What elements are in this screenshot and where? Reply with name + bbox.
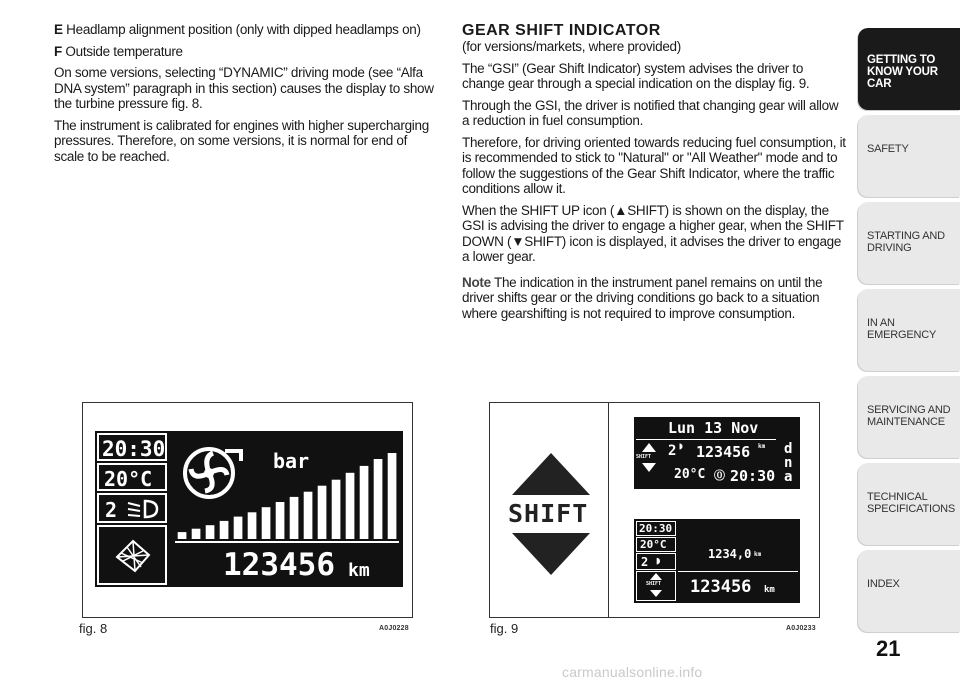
top-display [634,417,800,489]
boost-bar [178,532,187,539]
page-number: 21 [876,636,901,661]
bottom-display-line [678,571,798,572]
legend-f-label: F [54,43,62,59]
km-top: km [758,443,766,450]
display-divider [175,541,399,543]
shift-bottom-cell [636,571,676,601]
gear-small: 2 [668,443,677,459]
time-top: 20:30 [730,467,776,485]
shift-bottom-label: SHIFT [646,581,662,587]
chapter-sidebar [858,28,960,638]
gsi-paragraph-2: Through the GSI, the driver is notified that changing gear will allow a reduction in fuel consumption. [462,97,839,128]
boost-bar [332,480,341,539]
boost-bar [234,517,243,539]
shift-down-bottom-icon [650,590,662,597]
shift-down-inline-icon: ▼ [511,233,525,249]
odometer-readout: 123456 [223,547,335,583]
headlamp-level: 2 [105,498,118,522]
section-subtitle: (for versions/markets, where provided) [462,39,681,54]
figure-8 [79,402,413,636]
boost-bar [262,507,271,539]
bar-unit: bar [273,449,310,473]
note-text: The indication in the instrument panel remains on until the driver shifts gear or the driving conditions go back to a situation where gearshifting is not required to improve consumption. [462,274,823,321]
boost-bargraph [175,453,399,539]
top-display-line [636,439,776,440]
boost-bar [318,486,327,539]
trip-readout: 1234,0 [708,547,752,561]
shift-label: SHIFT [508,499,589,528]
sidebar-tab-emergency[interactable] [858,289,960,371]
gear-bottom: 2 [641,555,649,569]
legend-f-text: Outside temperature [65,43,183,59]
boost-bar [374,459,383,539]
globe-cell [97,525,167,585]
headlamp-cell [97,493,167,523]
sidebar-tab-servicing[interactable] [858,376,960,458]
odometer-unit: km [348,560,370,581]
sidebar-tab-label: GETTING TO KNOW YOUR CAR [867,54,938,90]
figure-9 [489,402,820,636]
figure-8-code: A0J0228 [379,625,409,632]
sidebar-tab-label: SAFETY [867,143,909,155]
legend-e [54,22,440,38]
headlamp-bottom-icon: ◗ [655,554,662,567]
drive-mode-d: d [784,441,793,457]
sidebar-tab-technical[interactable] [858,463,960,545]
shift-up-bottom-icon [650,573,662,580]
odometer-top: 123456 [696,443,751,461]
sidebar-tab-label: SERVICING AND MAINTENANCE [867,404,951,428]
calibration-paragraph: The instrument is calibrated for engines with higher supercharging pressures. Therefore, on some versions, it is normal for end of scale to be reached. [54,117,429,164]
right-column [462,22,848,327]
temp-top: 20°C [674,467,706,482]
gsi-paragraph-4 [462,203,848,265]
legend-e-text: Headlamp alignment position (only with dipped headlamps on) [66,22,421,37]
boost-bar [388,453,397,539]
turbine-display [95,431,403,587]
shift-up-icon [512,453,590,495]
legend-e-label: E [54,22,63,37]
boost-bar [290,497,299,539]
gsi-paragraph-4-part-a: When the SHIFT UP icon ( [462,202,615,218]
shift-small-label: SHIFT [636,454,652,460]
sidebar-tab-index[interactable] [858,550,960,632]
time-bottom: 20:30 [639,522,673,535]
globe-icon [113,537,153,575]
boost-bar [346,473,355,539]
boost-bar [276,502,285,539]
gsi-paragraph-1: The “GSI” (Gear Shift Indicator) system advises the driver to change gear through a special indication on the display fig. 9. [462,60,810,91]
gsi-paragraph-3: Therefore, for driving oriented towards reducing fuel consumption, it is recommended to stick to "Natural" or "All Weather" mode and to follow the suggestions of the Gear Shift Indicator, where the traffic conditions allow it. [462,134,846,196]
figure-8-caption: fig. 8 [79,621,108,636]
sidebar-tab-getting-to-know[interactable] [858,28,960,110]
odometer-bottom-unit: km [764,585,775,595]
note-paragraph [462,275,848,322]
temp-bottom: 20°C [640,538,667,551]
shift-up-small-icon [642,443,656,452]
figure-9-code: A0J0233 [786,625,816,632]
temp-readout: 20°C [104,467,153,491]
boost-bar [360,466,369,539]
gsi-paragraph-4-part-b: SHIFT) is shown on the display, the GSI is advising the driver to engage a higher gear, when the SHIFT DOWN ( [462,202,844,249]
temp-bottom-cell [636,537,676,552]
headlamp-bottom-cell [636,553,676,570]
shift-up-inline-icon: ▲ [614,202,628,218]
boost-bar [192,529,201,539]
shift-down-small-icon [642,463,656,472]
boost-bar [206,525,215,539]
boost-bar [220,521,229,539]
sidebar-tab-safety[interactable] [858,115,960,197]
sidebar-tab-label: STARTING AND DRIVING [867,230,945,254]
section-title: GEAR SHIFT INDICATOR [462,22,661,39]
dynamic-paragraph: On some versions, selecting “DYNAMIC” driving mode (see “Alfa DNA system” paragraph in this section) causes the display to show the turbine pressure fig. 8. [54,65,434,111]
sidebar-tab-label: IN AN EMERGENCY [867,317,937,341]
drive-mode-n: n [784,455,793,471]
shift-down-icon [512,533,590,575]
sidebar-tab-starting-driving[interactable] [858,202,960,284]
legend-f [54,44,440,60]
eco-icon: ⓪ [714,469,725,482]
gsi-paragraph-4-part-c: SHIFT) icon is displayed, it advises the driver to engage a lower gear. [462,233,842,264]
headlamp-icon [125,498,159,520]
watermark: carmanualsonline.info [562,664,703,680]
odometer-bottom: 123456 [690,577,752,597]
boost-bar [248,512,257,539]
temp-cell [97,463,167,491]
time-readout: 20:30 [102,437,166,461]
note-label: Note [462,274,491,290]
figure-9-divider [608,403,609,617]
boost-bar [304,492,313,539]
date-readout: Lun 13 Nov [668,419,759,437]
time-cell [97,433,167,461]
time-bottom-cell [636,521,676,536]
headlamp-small-icon: ◗ [678,441,685,452]
bottom-display [634,519,800,603]
trip-unit: km [754,551,762,558]
figure-9-caption: fig. 9 [490,621,519,636]
drive-mode-a: a [784,469,793,485]
sidebar-tab-label: TECHNICAL SPECIFICATIONS [867,491,956,515]
sidebar-tab-label: INDEX [867,578,900,590]
left-column [54,22,440,170]
